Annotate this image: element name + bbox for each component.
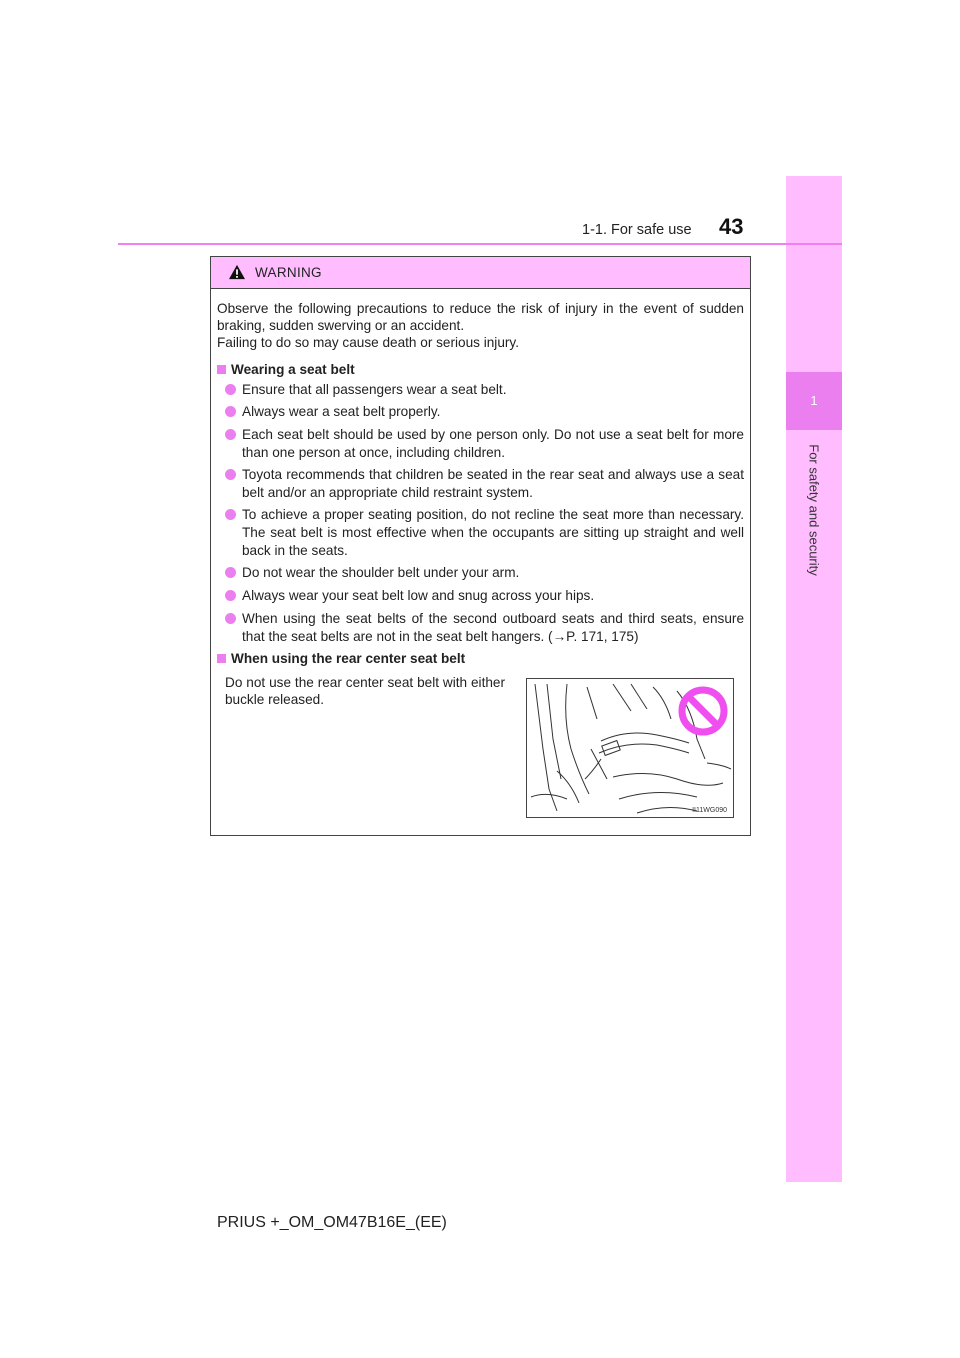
warning-header <box>211 257 750 289</box>
list-item: Toyota recommends that children be seated in the rear seat and always use a seat belt and/or an appropriate child restraint system. <box>225 466 744 502</box>
chapter-label: For safety and security <box>806 444 822 576</box>
manual-id: PRIUS +_OM_OM47B16E_(EE) <box>217 1214 447 1231</box>
warning-intro-text: Observe the following precautions to reduce the risk of injury in the event of sudden braking, sudden swerving or an accident. <box>217 301 744 333</box>
square-bullet-icon <box>217 654 226 663</box>
chapter-side-tab <box>786 176 842 1182</box>
warning-intro-consequence: Failing to do so may cause death or serious injury. <box>217 335 519 350</box>
bullet-dot-icon <box>225 590 236 601</box>
list-item: Each seat belt should be used by one person only. Do not use a seat belt for more than one person at once, including children. <box>225 426 744 462</box>
section-heading-rear-center: When using the rear center seat belt <box>217 650 465 667</box>
warning-triangle-icon <box>228 264 246 280</box>
list-item: Always wear a seat belt properly. <box>225 403 744 421</box>
illustration-code: II11WG090 <box>692 807 727 814</box>
warning-box <box>210 256 751 836</box>
bullet-dot-icon <box>225 384 236 395</box>
list-item: When using the seat belts of the second outboard seats and third seats, ensure that the seat belts are not in the seat belt hangers. (→P. 171, 175) <box>225 610 744 646</box>
header-divider <box>118 243 842 245</box>
list-item: Do not wear the shoulder belt under your arm. <box>225 564 744 582</box>
section-heading-wearing: Wearing a seat belt <box>217 361 355 378</box>
chapter-number: 1 <box>786 372 842 430</box>
page-number: 43 <box>719 214 744 239</box>
list-item: Always wear your seat belt low and snug across your hips. <box>225 587 744 605</box>
section-title: 1-1. For safe use <box>582 222 692 238</box>
prohibition-icon <box>677 685 729 737</box>
bullet-dot-icon <box>225 509 236 520</box>
rear-center-note: Do not use the rear center seat belt with either buckle released. <box>225 675 505 707</box>
square-bullet-icon <box>217 365 226 374</box>
seat-belt-illustration <box>526 678 734 818</box>
bullet-dot-icon <box>225 406 236 417</box>
bullet-dot-icon <box>225 613 236 624</box>
bullet-dot-icon <box>225 429 236 440</box>
list-item: Ensure that all passengers wear a seat belt. <box>225 381 744 399</box>
list-item: To achieve a proper seating position, do not recline the seat more than necessary. The seat belt is most effective when the occupants are sitting up straight and well back in the seats. <box>225 506 744 560</box>
bullet-dot-icon <box>225 567 236 578</box>
bullet-dot-icon <box>225 469 236 480</box>
warning-intro <box>217 300 744 351</box>
warning-title: WARNING <box>255 265 322 280</box>
